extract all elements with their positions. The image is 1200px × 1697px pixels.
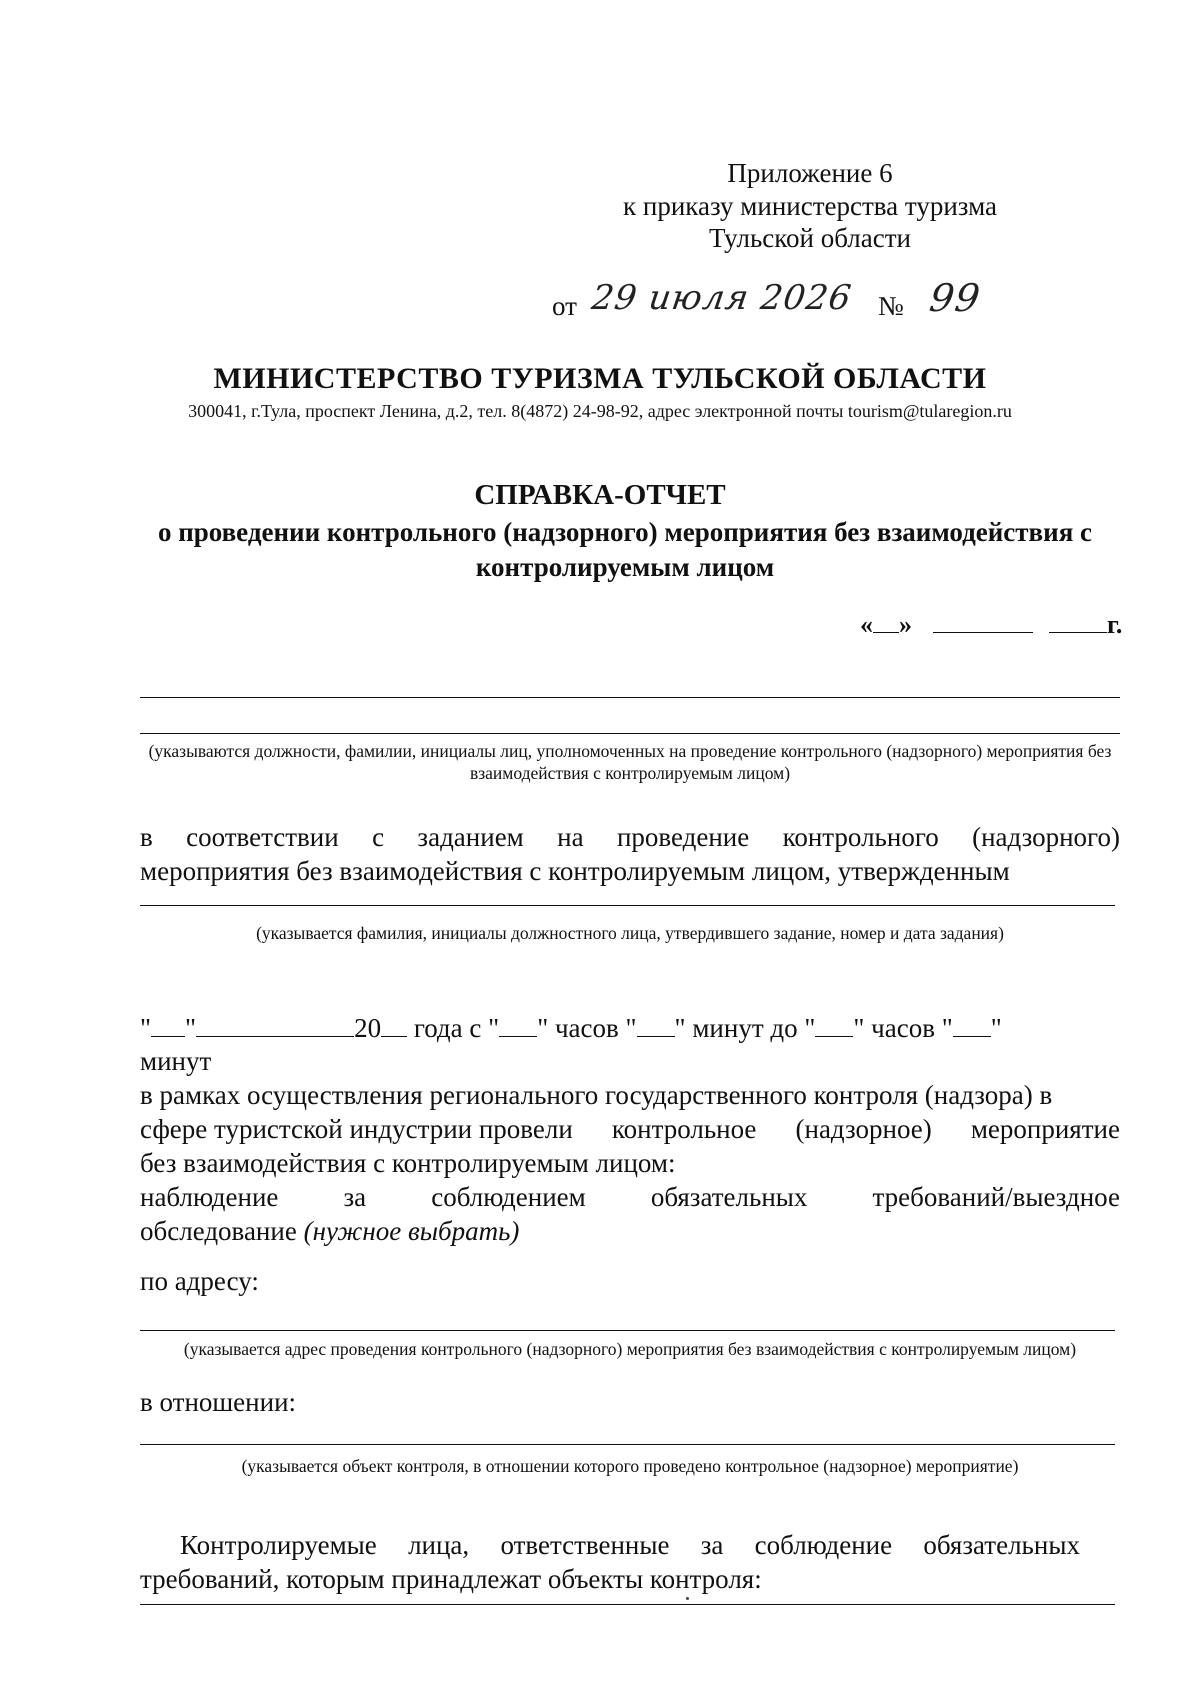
approver-note: (указывается фамилия, инициалы должностного лица, утвердившего задание, номер и дата задания) — [256, 923, 1004, 943]
quote: " — [140, 1013, 152, 1043]
officials-note: (указываются должности, фамилии, инициалы лиц, уполномоченных на проведение контрольного (надзорного) мероприятия без взаимодействия с контролируемым лицом) — [148, 741, 1112, 783]
minutes-to-blank — [953, 1012, 991, 1037]
controlled-line-2: требований, которым принадлежат объекты контроля: — [140, 1564, 762, 1594]
framework-line-3: без взаимодействия с контролируемым лицом: — [140, 1148, 676, 1178]
officials-line-2 — [140, 733, 1120, 734]
minutes-to-text: минут до — [685, 1013, 805, 1043]
order-number-label: № — [878, 291, 904, 321]
minutes-word: минут — [140, 1046, 212, 1076]
minutes-from-blank — [637, 1012, 675, 1037]
month-blank — [196, 1012, 354, 1037]
word: (надзорное) — [795, 1114, 932, 1144]
address-line — [140, 1330, 1115, 1331]
word: за — [343, 1182, 367, 1212]
year-blank — [1049, 610, 1107, 633]
word: мероприятие — [970, 1114, 1120, 1144]
word: обязательных — [650, 1182, 808, 1212]
framework-line-1 — [140, 1078, 1120, 1112]
word: соответствии — [186, 822, 339, 852]
word: за — [700, 1530, 724, 1560]
text: в рамках осуществления регионального государственного контроля (надзора) в — [140, 1080, 1053, 1110]
order-from-label: от — [552, 291, 577, 321]
word: соблюдением — [431, 1182, 586, 1212]
scan-dot — [686, 1597, 689, 1600]
word: ответственные — [500, 1530, 670, 1560]
hours-to-blank — [815, 1012, 853, 1037]
quote: " — [804, 1013, 816, 1043]
word: заданием — [417, 822, 524, 852]
date-close-quote: » — [899, 610, 912, 639]
word: на — [557, 822, 584, 852]
word: контрольное — [611, 1114, 757, 1144]
quote: " — [990, 1013, 1002, 1043]
year-blank — [381, 1012, 407, 1037]
quote: " — [674, 1013, 686, 1043]
quote: " — [537, 1013, 549, 1043]
year-from-text: года с — [407, 1013, 489, 1043]
quote: " — [625, 1013, 637, 1043]
date-open-quote: « — [860, 610, 873, 639]
framework-paragraph — [140, 1044, 1120, 1248]
quote: " — [853, 1013, 865, 1043]
regarding-label: в отношении: — [140, 1387, 297, 1417]
framework-line-4 — [140, 1180, 1120, 1214]
word: в — [140, 822, 153, 852]
word: Контролируемые — [180, 1530, 377, 1560]
quote: " — [185, 1013, 197, 1043]
by-address-label: по адресу: — [140, 1266, 259, 1296]
ministry-name: МИНИСТЕРСТВО ТУРИЗМА ТУЛЬСКОЙ ОБЛАСТИ — [213, 362, 987, 395]
report-date-row — [860, 610, 1122, 640]
appendix-order-ref: к приказу министерства туризма — [623, 191, 997, 221]
assignment-line-2: мероприятия без взаимодействия с контролируемым лицом, утвержденным — [140, 856, 1010, 886]
document-subtitle: о проведении контрольного (надзорного) мероприятия без взаимодействия с контролируемым лицом — [157, 517, 1093, 582]
time-row — [140, 1012, 1002, 1044]
quote: " — [488, 1013, 500, 1043]
day-blank — [873, 610, 899, 633]
year-prefix: 20 — [354, 1013, 382, 1043]
order-number-handwritten: 99 — [926, 276, 984, 320]
framework-line-2 — [140, 1112, 1120, 1146]
word: сфере туристской индустрии провели — [140, 1114, 573, 1144]
document-title: СПРАВКА-ОТЧЕТ — [474, 479, 726, 511]
date-year-suffix: г. — [1107, 610, 1123, 639]
hours-text: часов — [548, 1013, 626, 1043]
word: проведение — [616, 822, 750, 852]
controlled-persons-paragraph — [140, 1528, 1120, 1596]
word: контрольного — [782, 822, 939, 852]
address-note: (указывается адрес проведения контрольного (надзорного) мероприятия без взаимодействия с контролируемым лицом) — [183, 1339, 1077, 1359]
appendix-region: Тульской области — [709, 223, 911, 253]
hours-from-blank — [499, 1012, 537, 1037]
word: с — [372, 822, 385, 852]
order-date-handwritten: 29 июля 2026 — [589, 278, 855, 318]
word: лица, — [408, 1530, 470, 1560]
day-blank — [151, 1012, 185, 1037]
quote: " — [941, 1013, 953, 1043]
ministry-address: 300041, г.Тула, проспект Ленина, д.2, тел. 8(4872) 24-98-92, адрес электронной почты tourism@tularegion.ru — [188, 401, 1012, 421]
word: наблюдение — [140, 1182, 279, 1212]
assignment-paragraph — [140, 820, 1120, 888]
framework-line-5 — [140, 1214, 1120, 1248]
controlled-persons-line — [140, 1604, 1115, 1605]
approver-line — [140, 905, 1115, 906]
object-note: (указывается объект контроля, в отношении которого проведено контрольное (надзорное) мероприятие) — [241, 1456, 1019, 1476]
object-line — [140, 1444, 1115, 1445]
hours-text: часов — [864, 1013, 942, 1043]
controlled-line-1 — [140, 1528, 1080, 1562]
word: требований/выездное — [872, 1182, 1120, 1212]
assignment-line-1 — [140, 820, 1120, 854]
choose-hint: (нужное выбрать) — [303, 1216, 520, 1246]
appendix-title: Приложение 6 — [727, 158, 893, 188]
word: обязательных — [923, 1530, 1080, 1560]
word: соблюдение — [754, 1530, 893, 1560]
officials-line-1 — [140, 697, 1120, 698]
text: обследование — [140, 1216, 304, 1246]
word: (надзорного) — [972, 822, 1120, 852]
month-blank — [933, 610, 1033, 633]
